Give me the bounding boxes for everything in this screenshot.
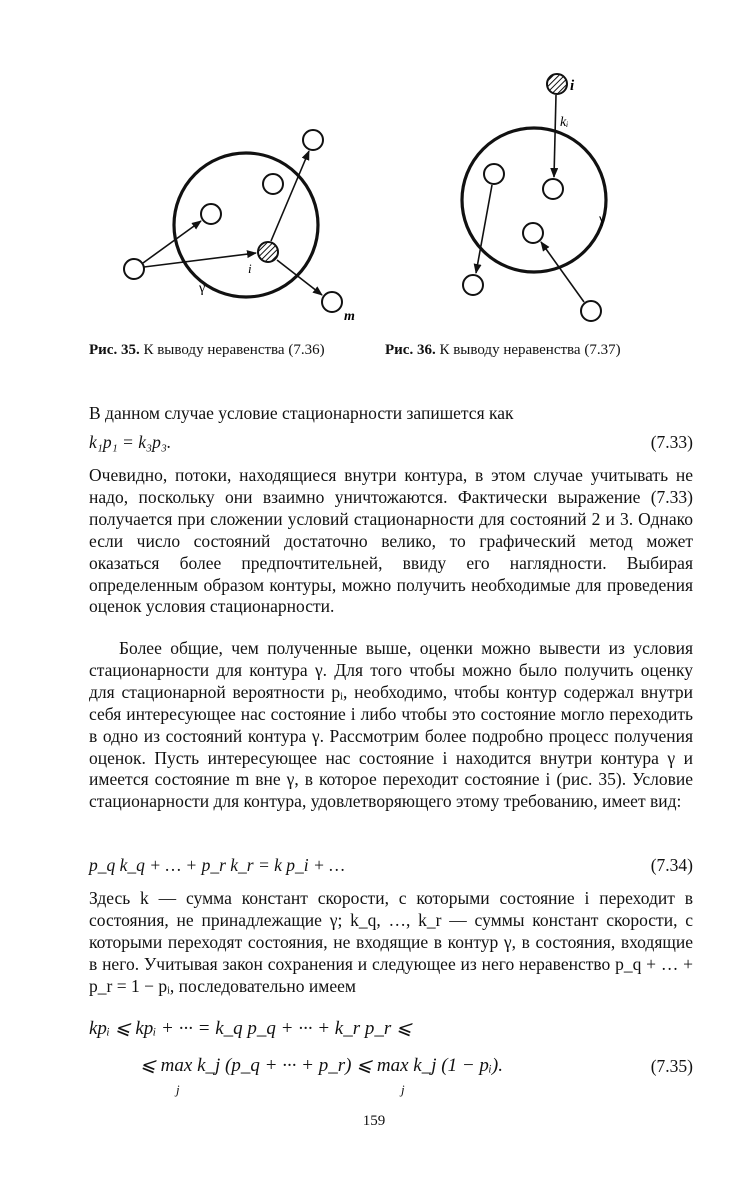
caption-text: К выводу неравенства (7.37) [439,342,621,358]
equation-formula: p_q k_q + … + p_r k_r = k p_i + … [89,855,345,875]
state-m-label: m [344,309,355,324]
equation-number: (7.35) [650,1056,693,1076]
equation-7-34 [89,855,693,876]
equation-formula: k₁p₁ = k₃p₃. [89,432,172,452]
caption-number: Рис. 36. [385,342,436,358]
state-i-label: i [570,78,575,94]
contour-label: γ [599,212,606,227]
state-node [543,179,563,199]
page-number: 159 [362,1113,386,1129]
paragraph-intro [89,403,693,425]
transition-arrow [277,260,322,295]
subscript-j: j [176,1082,180,1097]
state-i-node [258,242,278,262]
contour-gamma [462,128,606,272]
paragraph-text: Более общие, чем полученные выше, оценки можно вывести из условия стационарности для контура γ. Для того чтобы можно было получить оценку для стационарной вероятности pᵢ, необходимо, чтобы контур содержал внутри себя интересующее нас состояние i либо чтобы это состояние могло переходить в одно из состояний контура γ. Рассмотрим более подробно процесс получения оценок. Пусть интересующее нас состояние i находится внутри контура γ и имеется состояние m вне γ, в которое переходит состояние i (рис. 35). Условие стационарности для контура, удовлетворяющего этому требованию, имеет вид: [89,638,693,812]
transition-arrow [144,253,256,267]
transition-arrow [554,95,556,177]
figure-36-caption [385,342,621,359]
paragraph-graphic-method [89,465,693,618]
equation-7-35-line-1 [89,1017,412,1040]
subscript-j: j [401,1082,405,1097]
equation-7-35-line-2 [140,1054,503,1077]
equation-7-33 [89,432,693,453]
paragraph-text: В данном случае условие стационарности запишется как [89,403,514,423]
contour-label: γ [199,281,206,296]
state-m-node [322,292,342,312]
transition-arrow [143,221,201,263]
state-node [201,204,221,224]
caption-number: Рис. 35. [89,342,140,358]
figure-35 [124,130,355,324]
state-node [484,164,504,184]
figures-area [0,0,748,340]
state-node [263,174,283,194]
state-node [303,130,323,150]
equation-formula: kpᵢ ⩽ kpᵢ + ··· = k_q p_q + ··· + k_r p_r ⩽ [89,1018,412,1039]
state-i-label: i [248,261,252,276]
max-subscript [176,1082,180,1098]
equation-number: (7.34) [650,855,693,875]
paragraph-definitions [89,888,693,998]
paragraph-contour-estimates [89,638,693,813]
state-i-node [547,74,567,94]
paragraph-text: Здесь k — сумма констант скорости, с которыми состояние i переходит в состояния, не принадлежащие γ; k_q, …, k_r — суммы констант скорости, с которыми переходят состояния, не входящие в контур γ, в состояния, входящие в него. Учитывая закон сохранения и следующее из него неравенство p_q + … + p_r = 1 − pᵢ, последовательно имеем [89,888,693,996]
equation-number: (7.33) [650,432,693,452]
rate-ki-label: kᵢ [560,115,569,130]
caption-text: К выводу неравенства (7.36) [143,342,325,358]
figure-36 [462,74,606,321]
figure-35-caption [89,342,325,359]
max-subscript [401,1082,405,1098]
equation-formula: ⩽ max k_j (p_q + ··· + p_r) ⩽ max k_j (1 − pᵢ). [140,1055,503,1076]
transition-arrow [476,185,492,273]
state-node [124,259,144,279]
state-node [581,301,601,321]
state-node [463,275,483,295]
paragraph-text: Очевидно, потоки, находящиеся внутри контура, в этом случае учитывать не надо, поскольку они взаимно уничтожаются. Фактически выражение (7.33) получается при сложении условий стационарности для состояний 2 и 3. Однако если число состояний достаточно велико, то графический метод может оказаться более предпочтительней, ввиду его наглядности. Выбирая определенным образом контуры, можно получить необходимые для проведения оценок условия стационарности. [89,465,693,617]
state-node [523,223,543,243]
transition-arrow [271,151,309,241]
